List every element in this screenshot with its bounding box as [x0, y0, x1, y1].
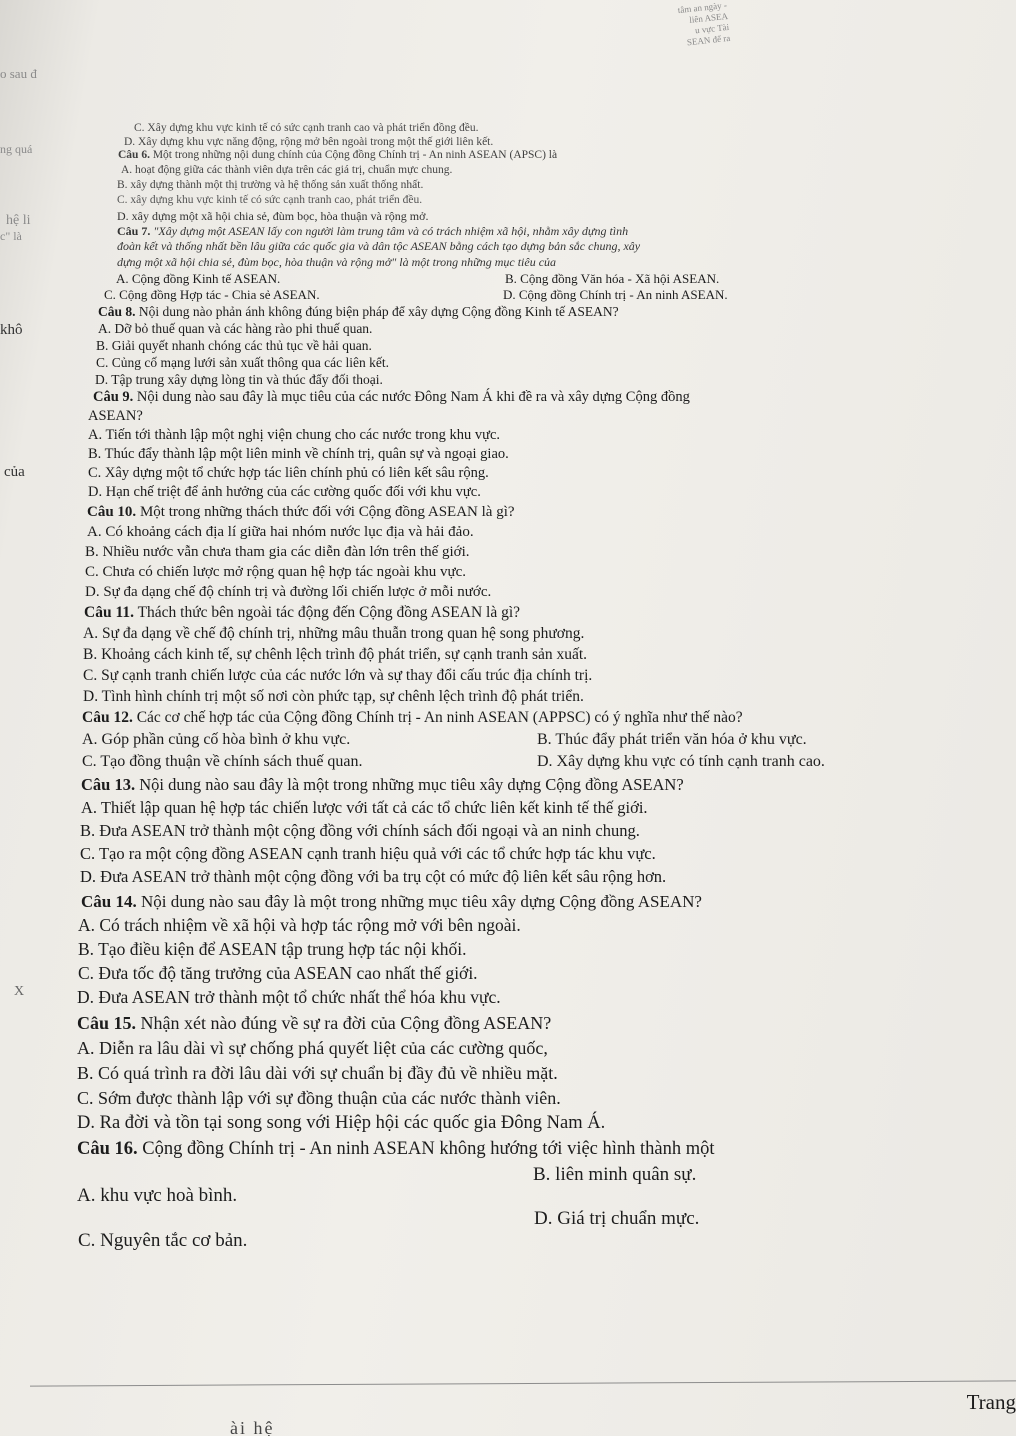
option-line: D. Tình hình chính trị một số nơi còn phức tạp, sự chênh lệch trình độ phát triển. — [83, 688, 584, 705]
question-number: Câu 9. — [93, 389, 134, 405]
question-text: Nhận xét nào đúng về sự ra đời của Cộng đồng ASEAN? — [136, 1013, 552, 1033]
option-line: A. Tiến tới thành lập một nghị viện chung cho các nước trong khu vực. — [88, 427, 501, 443]
option-line: D. xây dựng một xã hội chia sẻ, đùm bọc, hòa thuận và rộng mở. — [117, 209, 429, 223]
question-line: đoàn kết và thống nhất bền lâu giữa các quốc gia và dân tộc ASEAN bằng cách tạo dựng bản sắc chung, xây — [117, 239, 641, 253]
question-line: ASEAN? — [88, 408, 143, 424]
question-number: Câu 10. — [87, 504, 137, 520]
option-line: C. Xây dựng một tổ chức hợp tác liên chính phủ có liên kết sâu rộng. — [88, 465, 489, 481]
option-a: A. khu vực hoà bình. — [77, 1185, 238, 1206]
option-line: D. Đưa ASEAN trở thành một tổ chức nhất thể hóa khu vực. — [77, 987, 501, 1007]
option-line: D. Sự đa dạng chế độ chính trị và đường lối chiến lược ở mỗi nước. — [85, 584, 492, 600]
question-line — [84, 605, 520, 621]
option-d: D. Giá trị chuẩn mực. — [534, 1208, 700, 1229]
option-line: A. Thiết lập quan hệ hợp tác chiến lược với tất cả các tổ chức liên kết kinh tế thế giới. — [81, 798, 648, 817]
option-line: B. Tạo điều kiện để ASEAN tập trung hợp tác nội khối. — [78, 939, 467, 959]
question-text: Thách thức bên ngoài tác động đến Cộng đồng ASEAN là gì? — [133, 604, 521, 621]
option-line: C. Sớm được thành lập với sự đồng thuận của các nước thành viên. — [77, 1088, 561, 1108]
option-a: A. Góp phần củng cố hòa bình ở khu vực. — [82, 731, 351, 748]
option-d: D. Xây dựng khu vực có tính cạnh tranh cao. — [537, 753, 825, 770]
option-line: C. Đưa tốc độ tăng trưởng của ASEAN cao nhất thế giới. — [78, 963, 478, 983]
bleed-line: tâm an ngày - — [677, 0, 728, 16]
question-line — [81, 777, 684, 794]
option-line: D. Tập trung xây dựng lòng tin và thúc đẩy đối thoại. — [95, 372, 383, 387]
question-text: "Xây dựng một ASEAN lấy con người làm trung tâm và có trách nhiệm xã hội, nhằm xây dựng tình — [150, 224, 629, 238]
option-line: C. Chưa có chiến lược mở rộng quan hệ hợp tác ngoài khu vực. — [85, 564, 467, 580]
option-line: C. Củng cố mạng lưới sản xuất thông qua các liên kết. — [96, 355, 390, 370]
option-line: D. Đưa ASEAN trở thành một cộng đồng với ba trụ cột có mức độ liên kết sâu rộng hơn. — [80, 867, 667, 886]
option-a: A. Cộng đồng Kinh tế ASEAN. — [116, 271, 281, 286]
option-line: B. xây dựng thành một thị trường và hệ thống sản xuất thống nhất. — [117, 179, 424, 191]
margin-fragment: c" là — [0, 229, 22, 243]
question-number: Câu 11. — [84, 604, 134, 621]
question-line: dựng một xã hội chia sẻ, đùm bọc, hòa thuận và rộng mở" là một trong những mục tiêu của — [117, 255, 557, 269]
question-line — [117, 225, 628, 237]
question-number: Câu 6. — [118, 149, 150, 161]
question-text: Nội dung nào sau đây là mục tiêu của các nước Đông Nam Á khi đề ra và xây dựng Cộng đồng — [133, 389, 690, 405]
option-line: B. Khoảng cách kinh tế, sự chênh lệch trình độ phát triển, sự cạnh tranh sản xuất. — [83, 646, 588, 663]
bleed-through-text — [677, 0, 731, 49]
option-c: C. Nguyên tắc cơ bản. — [78, 1230, 248, 1251]
option-line: A. Có trách nhiệm về xã hội và hợp tác rộng mở với bên ngoài. — [78, 915, 521, 935]
option-line: D. Hạn chế triệt để ảnh hưởng của các cường quốc đối với khu vực. — [88, 484, 481, 500]
option-line: C. Sự cạnh tranh chiến lược của các nước lớn và sự thay đổi cấu trúc địa chính trị. — [83, 667, 593, 684]
margin-fragment: hệ li — [6, 213, 31, 228]
option-c: C. Cộng đồng Hợp tác - Chia sẻ ASEAN. — [104, 287, 320, 302]
question-line — [118, 150, 557, 162]
question-line — [77, 1014, 551, 1032]
option-b: B. Thúc đẩy phát triển văn hóa ở khu vực. — [537, 731, 807, 748]
option-line: B. Nhiều nước vẫn chưa tham gia các diễn đàn lớn trên thế giới. — [85, 544, 470, 560]
question-number: Câu 16. — [77, 1139, 138, 1159]
bottom-fragment: ài hệ — [230, 1418, 275, 1436]
question-number: Câu 15. — [77, 1013, 137, 1033]
page-number-label: Trang — [966, 1390, 1016, 1414]
option-line: A. hoạt động giữa các thành viên dựa trên các giá trị, chuẩn mực chung. — [121, 164, 453, 176]
bleed-line: u vực Tài — [694, 21, 730, 36]
option-c: C. Tạo đồng thuận về chính sách thuế quan. — [82, 753, 363, 770]
question-number: Câu 14. — [81, 892, 137, 911]
margin-fragment: ng quá — [0, 142, 33, 156]
question-line — [87, 505, 515, 520]
question-line — [93, 390, 690, 405]
option-line: B. Đưa ASEAN trở thành một cộng đồng với chính sách đối ngoại và an ninh chung. — [80, 821, 640, 840]
option-line: A. Có khoảng cách địa lí giữa hai nhóm nước lục địa và hải đảo. — [87, 524, 474, 540]
question-text: Một trong những nội dung chính của Cộng đồng Chính trị - An ninh ASEAN (APSC) là — [149, 149, 558, 161]
question-number: Câu 13. — [81, 775, 136, 794]
option-line: C. xây dựng khu vực kinh tế có sức cạnh tranh cao, phát triển đều. — [117, 194, 423, 206]
option-b: B. Cộng đồng Văn hóa - Xã hội ASEAN. — [505, 271, 720, 286]
question-text: Nội dung nào phản ánh không đúng biện pháp để xây dựng Cộng đồng Kinh tế ASEAN? — [135, 304, 619, 319]
margin-fragment: o sau đ — [0, 66, 37, 81]
option-line: C. Tạo ra một cộng đồng ASEAN cạnh tranh hiệu quả với các tổ chức hợp tác khu vực. — [80, 844, 656, 863]
question-line — [77, 1140, 715, 1159]
question-text: Nội dung nào sau đây là một trong những mục tiêu xây dựng Cộng đồng ASEAN? — [135, 775, 684, 794]
option-line: A. Diễn ra lâu dài vì sự chống phá quyết liệt của các cường quốc, — [77, 1038, 548, 1058]
question-line — [82, 710, 743, 726]
option-line: C. Xây dựng khu vực kinh tế có sức cạnh tranh cao và phát triển đồng đều. — [134, 122, 479, 134]
question-text: Các cơ chế hợp tác của Cộng đồng Chính trị - An ninh ASEAN (APPSC) có ý nghĩa như thế nào? — [132, 709, 743, 726]
footer-divider — [30, 1380, 1016, 1386]
option-line: A. Sự đa dạng về chế độ chính trị, những mâu thuẫn trong quan hệ song phương. — [83, 625, 585, 642]
margin-fragment: khô — [0, 322, 23, 338]
question-number: Câu 12. — [82, 709, 133, 726]
question-text: Nội dung nào sau đây là một trong những mục tiêu xây dựng Cộng đồng ASEAN? — [136, 892, 702, 911]
margin-fragment: X — [14, 984, 25, 999]
bleed-line: SEAN để ra — [686, 32, 731, 48]
option-d: D. Cộng đồng Chính trị - An ninh ASEAN. — [503, 287, 728, 302]
question-line — [81, 893, 702, 910]
margin-fragment: của — [4, 464, 25, 480]
option-line: B. Có quá trình ra đời lâu dài với sự chuẩn bị đầy đủ về nhiều mặt. — [77, 1063, 558, 1083]
option-b: B. liên minh quân sự. — [533, 1164, 697, 1185]
option-line: B. Giải quyết nhanh chóng các thủ tục về hải quan. — [96, 338, 372, 353]
question-number: Câu 7. — [117, 224, 151, 238]
question-text: Một trong những thách thức đối với Cộng đồng ASEAN là gì? — [136, 504, 515, 520]
option-line: A. Dỡ bỏ thuế quan và các hàng rào phi thuế quan. — [98, 321, 373, 336]
question-text: Cộng đồng Chính trị - An ninh ASEAN không hướng tới việc hình thành một — [137, 1139, 715, 1159]
question-line — [98, 305, 619, 319]
bleed-line: liên ASEA — [688, 10, 729, 25]
option-line: B. Thúc đẩy thành lập một liên minh về chính trị, quân sự và ngoại giao. — [88, 446, 509, 462]
option-line: D. Xây dựng khu vực năng động, rộng mở bên ngoài trong một thế giới liên kết. — [124, 136, 494, 148]
option-line: D. Ra đời và tồn tại song song với Hiệp hội các quốc gia Đông Nam Á. — [77, 1113, 606, 1133]
question-number: Câu 8. — [98, 304, 136, 319]
